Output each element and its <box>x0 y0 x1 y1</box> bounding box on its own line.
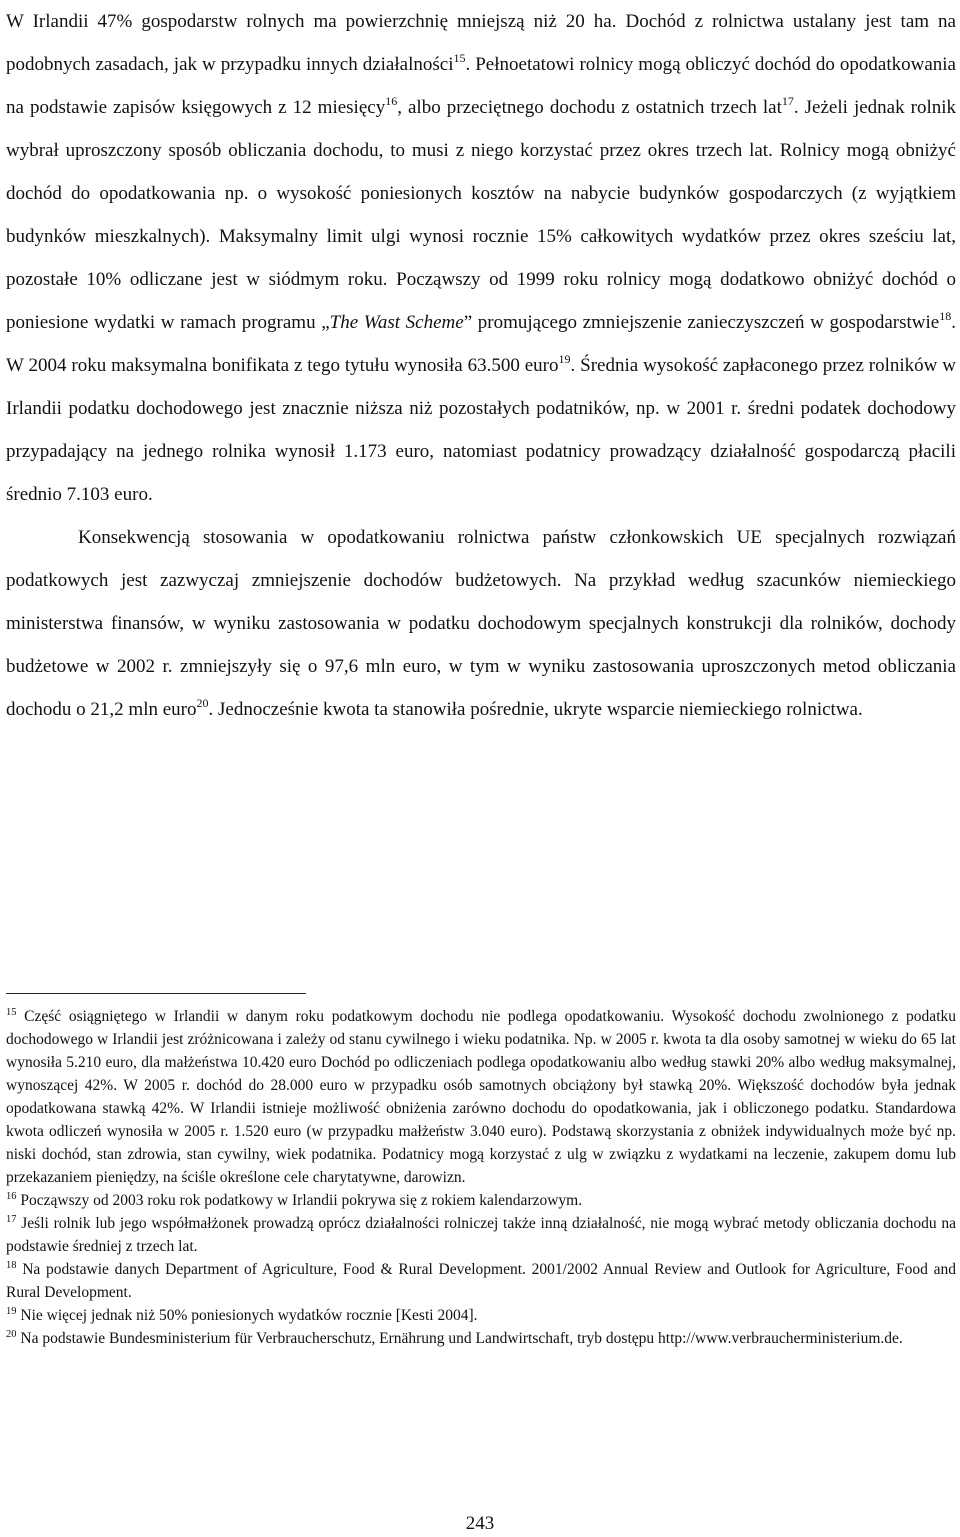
footnote-text: Na podstawie danych Department of Agriculture, Food & Rural Development. 2001/2002 Annual Review and Outlook for Agriculture, Food and Rural Development. <box>6 1261 956 1301</box>
footnote-text: Część osiągniętego w Irlandii w danym roku podatkowym dochodu nie podlega opodatkowaniu. Wysokość dochodu zwolnionego z podatku dochodowego w Irlandii jest zróżnicowana i zależy od stanu cywilnego i wieku podatnika. Np. w 2005 r. kwota ta dla osoby samotnej w wieku do 65 lat wynosiła 5.210 euro, dla małżeństwa 10.420 euro Dochód po odliczeniach podlega opodatkowaniu albo według stawki 20% albo według maksymalnej, wynoszącej 42%. W 2005 r. dochód do 28.000 euro w przypadku osób samotnych obciążony był stawką 20%. Większość dochodów była jednak opodatkowana stawką 42%. W Irlandii istnieje możliwość obniżenia zarówno dochodu do opodatkowania, jak i obliczonego podatku. Standardowa kwota odliczeń wynosiła w 2005 r. 1.520 euro (w przypadku małżeństw 3.040 euro). Podstawą skorzystania z obniżek indywidualnych może być np. niski dochód, stan zdrowia, stan cywilny, wiek podatnika. Podatnicy mogą korzystać z ulg w związku z wydatkami na leczenie, zakupem domu lub przekazaniem pieniędzy, na ściśle określone cele charytatywne, darowizn. <box>6 1008 956 1186</box>
footnote-separator <box>6 993 306 994</box>
footnote-number: 16 <box>6 1191 17 1202</box>
footnote-ref-20[interactable]: 20 <box>196 696 209 710</box>
footnote-text: Nie więcej jednak niż 50% poniesionych wydatków rocznie [Kesti 2004]. <box>16 1307 478 1324</box>
footnote-16 <box>6 1189 956 1212</box>
footnote-text: Począwszy od 2003 roku rok podatkowy w Irlandii pokrywa się z rokiem kalendarzowym. <box>16 1192 583 1209</box>
program-name: The Wast Scheme <box>329 312 464 333</box>
paragraph-consequences <box>6 516 956 731</box>
text-segment: . Jednocześnie kwota ta stanowiła pośrednie, ukryte wsparcie niemieckiego rolnictwa. <box>208 699 863 720</box>
text-segment: . Średnia wysokość zapłaconego przez rolników w Irlandii podatku dochodowego jest znacznie niższa niż pozostałych podatników, np. w 2001 r. średni podatek dochodowy przypadający na jednego rolnika wynosił 1.173 euro, natomiast podatnicy prowadzący działalność gospodarczą płacili średnio 7.103 euro. <box>6 355 956 505</box>
main-text <box>6 0 956 731</box>
footnote-ref-16[interactable]: 16 <box>385 94 398 108</box>
footnote-ref-15[interactable]: 15 <box>453 51 466 65</box>
footnote-number: 18 <box>6 1260 17 1271</box>
footnote-ref-17[interactable]: 17 <box>781 94 794 108</box>
footnote-ref-19[interactable]: 19 <box>558 352 571 366</box>
text-segment: . W 2004 roku maksymalna bonifikata z tego tytułu wynosiła 63.500 euro <box>6 312 956 376</box>
footnote-text: Na podstawie Bundesministerium für Verbraucherschutz, Ernährung und Landwirtschaft, tryb dostępu http://www.verbraucherministerium.de. <box>16 1330 903 1347</box>
footnote-number: 20 <box>6 1329 17 1340</box>
paragraph-ireland <box>6 0 956 516</box>
footnote-20 <box>6 1327 956 1350</box>
footnote-15 <box>6 1005 956 1189</box>
footnote-17 <box>6 1212 956 1258</box>
footnote-ref-18[interactable]: 18 <box>939 309 952 323</box>
footnote-number: 15 <box>6 1007 17 1018</box>
footnote-number: 19 <box>6 1306 17 1317</box>
text-segment: Konsekwencją stosowania w opodatkowaniu rolnictwa państw członkowskich UE specjalnych rozwiązań podatkowych jest zazwyczaj zmniejszenie dochodów budżetowych. Na przykład według szacunków niemieckiego ministerstwa finansów, w wyniku zastosowania w podatku dochodowym specjalnych konstrukcji dla rolników, dochody budżetowe w 2002 r. zmniejszyły się o 97,6 mln euro, w tym w wyniku zastosowania uproszczonych metod obliczania dochodu o 21,2 mln euro <box>6 527 956 720</box>
page-number: 243 <box>465 1513 495 1534</box>
footnote-number: 17 <box>6 1214 17 1225</box>
text-segment: . Jeżeli jednak rolnik wybrał uproszczony sposób obliczania dochodu, to musi z niego korzystać przez okres trzech lat. Rolnicy mogą obniżyć dochód do opodatkowania np. o wysokość poniesionych kosztów na nabycie budynków gospodarczych (z wyjątkiem budynków mieszkalnych). Maksymalny limit ulgi wynosi rocznie 15% całkowitych wydatków przez okres sześciu lat, pozostałe 10% odliczane jest w siódmym roku. Począwszy od 1999 roku rolnicy mogą dodatkowo obniżyć dochód o poniesione wydatki w ramach programu „ <box>6 97 957 333</box>
text-segment: . Pełnoetatowi rolnicy mogą obliczyć dochód do opodatkowania na podstawie zapisów księgowych z 12 miesięcy <box>6 54 956 118</box>
text-segment: W Irlandii 47% gospodarstw rolnych ma powierzchnię mniejszą niż 20 ha. Dochód z rolnictwa ustalany jest tam na podobnych zasadach, jak w przypadku innych działalności <box>6 11 956 75</box>
footnote-18 <box>6 1258 956 1304</box>
footnote-text: Jeśli rolnik lub jego współmałżonek prowadzą oprócz działalności rolniczej także inną działalność, nie mogą wybrać metody obliczania dochodu na podstawie średniej z trzech lat. <box>6 1215 956 1255</box>
text-segment: ” promującego zmniejszenie zanieczyszczeń w gospodarstwie <box>463 312 940 333</box>
footnote-19 <box>6 1304 956 1327</box>
footnotes <box>6 1005 956 1350</box>
text-segment: , albo przeciętnego dochodu z ostatnich trzech lat <box>397 97 782 118</box>
